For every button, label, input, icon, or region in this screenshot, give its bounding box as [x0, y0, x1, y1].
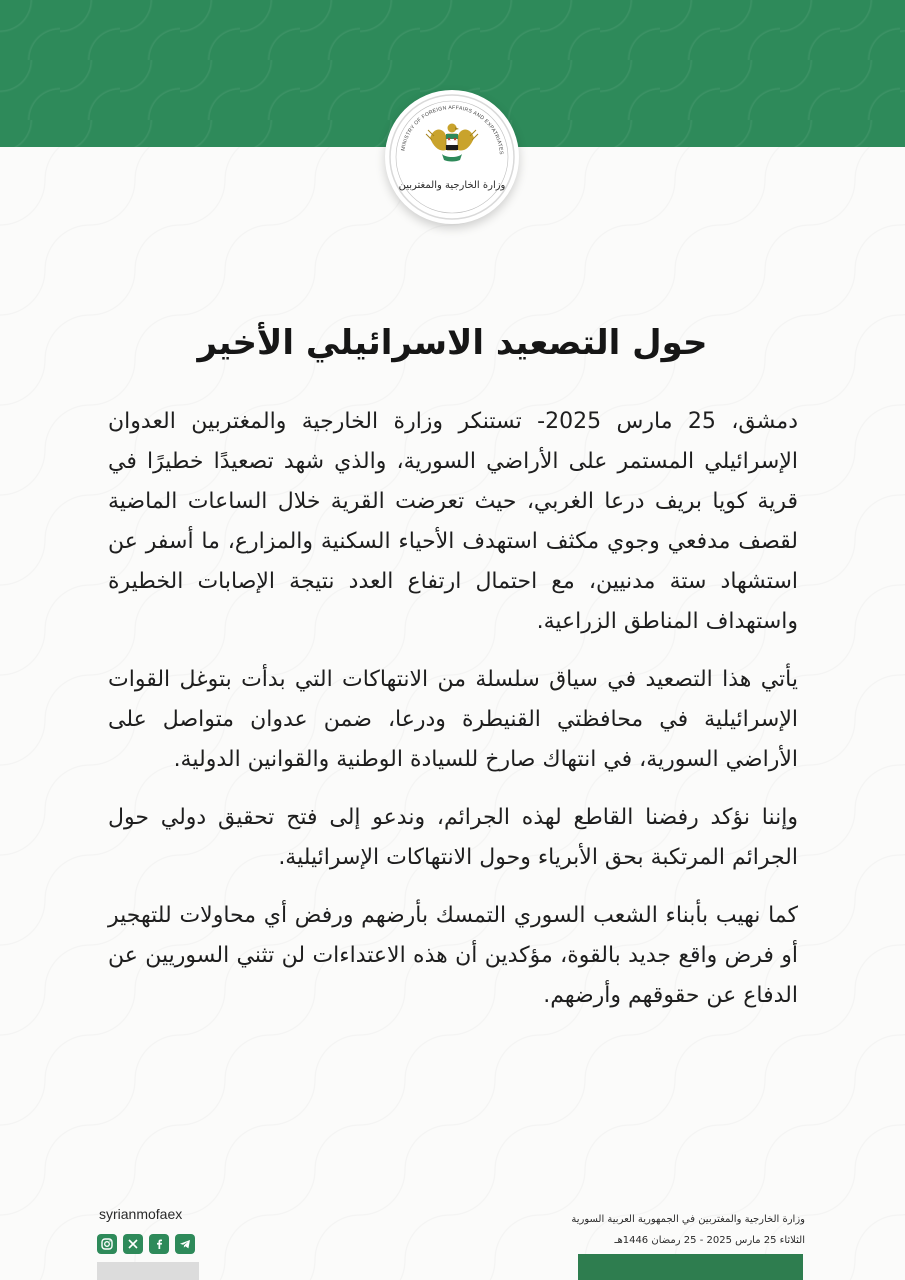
telegram-icon[interactable]	[175, 1234, 195, 1254]
paragraph: وإننا نؤكد رفضنا القاطع لهذه الجرائم، وندعو إلى فتح تحقيق دولي حول الجرائم المرتكبة بحق الأبرياء وحول الانتهاكات الإسرائيلية.	[108, 805, 798, 870]
paragraph: كما نهيب بأبناء الشعب السوري التمسك بأرضهم ورفض أي محاولات للتهجير أو فرض واقع جديد بالقوة، مؤكدين أن هذه الاعتداءات لن تثني السوريين عن الدفاع عن حقوقهم وأرضهم.	[108, 903, 798, 1008]
ministry-footer	[545, 1209, 805, 1251]
paragraph: دمشق، 25 مارس 2025- تستنكر وزارة الخارجية والمغتربين العدوان الإسرائيلي المستمر على الأراضي السورية، والذي شهد تصعيدًا خطيرًا في قرية كويا بريف درعا الغربي، حيث تعرضت القرية خلال الساعات الماضية لقصف مدفعي وجوي مكثف استهدف الأحياء السكنية والمزارع، ما أسفر عن استشهاد ستة مدنيين، مع احتمال ارتفاع العدد نتيجة الإصابات الخطيرة واستهداف المناطق الزراعية.	[108, 409, 798, 634]
document-title: حول التصعيد الاسرائيلي الأخير	[197, 322, 708, 363]
social-icons	[97, 1234, 207, 1254]
instagram-icon[interactable]	[97, 1234, 117, 1254]
eagle-emblem-icon	[385, 90, 519, 224]
facebook-icon[interactable]	[149, 1234, 169, 1254]
x-icon[interactable]	[123, 1234, 143, 1254]
ministry-emblem	[385, 90, 519, 224]
social-footer	[97, 1206, 207, 1254]
ministry-line: وزارة الخارجية والمغتربين في الجمهورية العربية السورية	[571, 1214, 805, 1225]
date-line: الثلاثاء 25 مارس 2025 - 25 رمضان 1446هـ	[614, 1235, 805, 1246]
paragraph: يأتي هذا التصعيد في سياق سلسلة من الانتهاكات التي بدأت بتوغل القوات الإسرائيلية في محافظتي القنيطرة ودرعا، ضمن عدوان متواصل على الأراضي السورية، في انتهاك صارخ للسيادة الوطنية والقوانين الدولية.	[108, 667, 798, 772]
footer-left-bar	[97, 1262, 199, 1280]
emblem-arabic-text: وزارة الخارجية والمغتربين	[398, 180, 506, 191]
emblem-ring-text: MINISTRY OF FOREIGN AFFAIRS AND EXPATRIATES	[400, 104, 504, 156]
footer-right-bar	[578, 1254, 803, 1280]
social-handle[interactable]: syrianmofaex	[99, 1206, 183, 1222]
document-body	[108, 402, 798, 1034]
